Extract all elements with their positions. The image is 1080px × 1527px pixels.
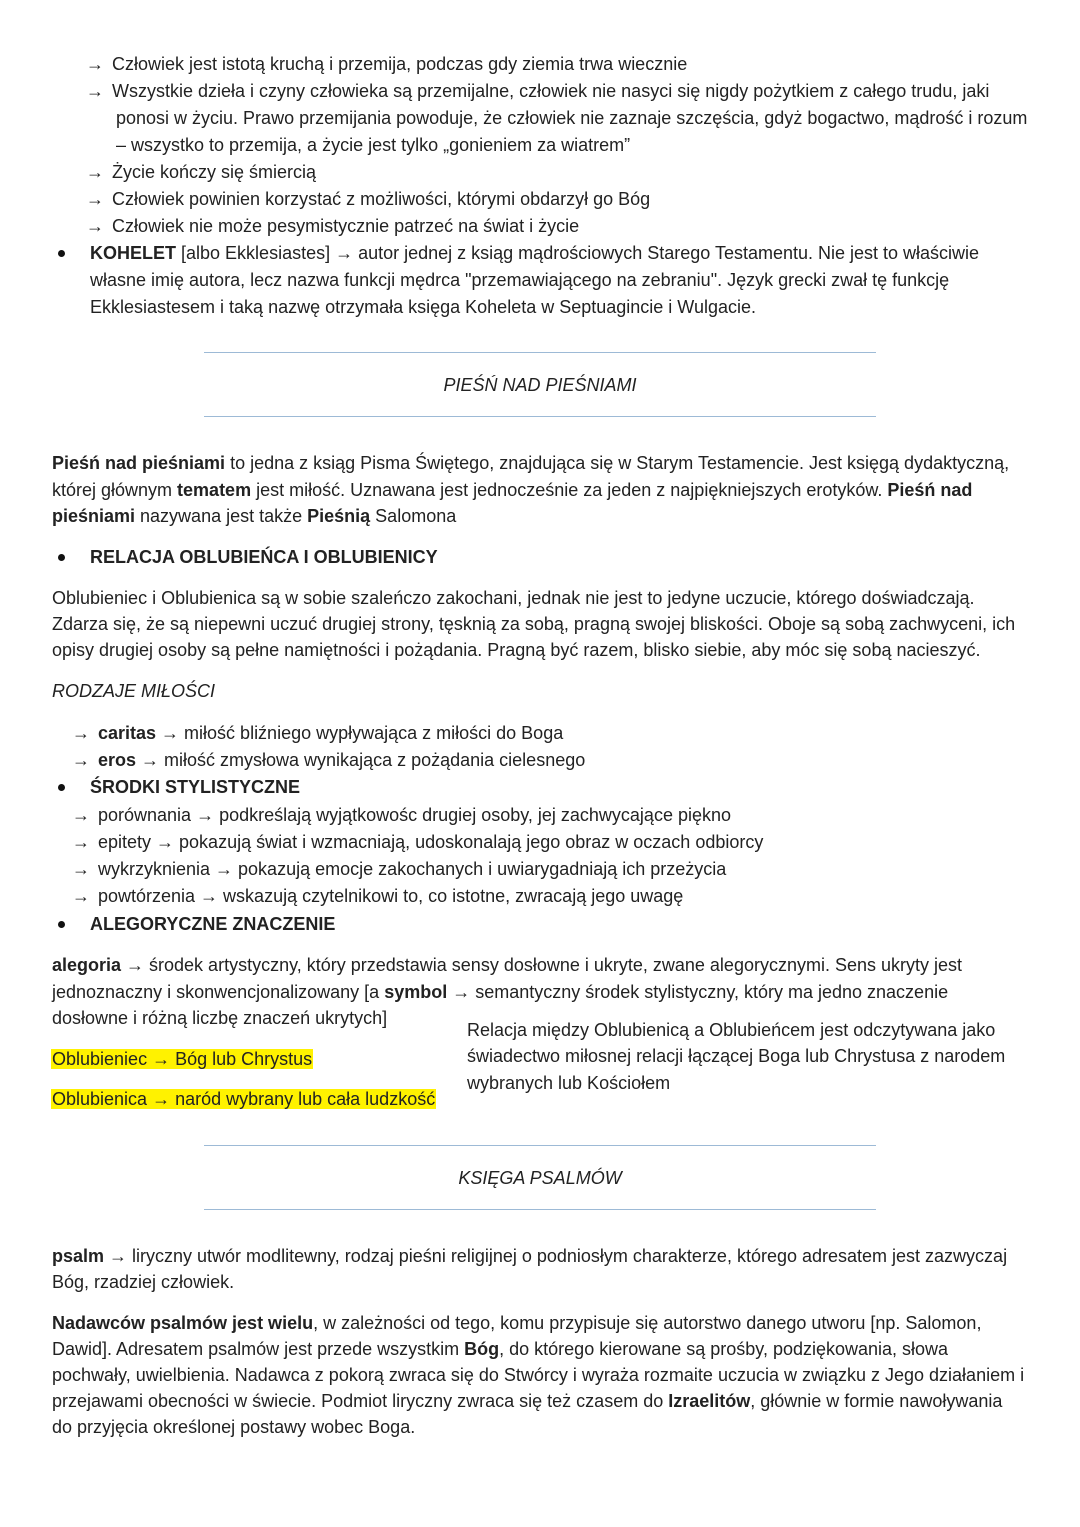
side-note-line	[467, 1043, 1005, 1070]
paragraph-line	[52, 585, 975, 612]
paragraph-line	[52, 1243, 1007, 1270]
list-item-text: Człowiek powinien korzystać z możliwości, którymi obdarzył go Bóg	[112, 189, 651, 209]
subheading-text: RELACJA OBLUBIEŃCA I OBLUBIENICY	[90, 547, 438, 567]
arrow-icon: →	[86, 216, 104, 236]
arrow-icon: →	[86, 81, 104, 101]
list-item-text: Życie kończy się śmiercią	[112, 162, 317, 182]
list-item-text: porównania → podkreślają wyjątkowośc drugiej osoby, jej zachwycające piękno	[98, 805, 731, 825]
highlight-line	[51, 1086, 436, 1113]
paragraph-line	[52, 1310, 981, 1337]
list-item	[72, 829, 763, 856]
list-item-text: Człowiek nie może pesymistycznie patrzeć na świat i życie	[112, 216, 580, 236]
term: pieśniami	[52, 506, 136, 526]
list-item	[86, 51, 687, 78]
paragraph-text: Dawid]. Adresatem psalmów jest przede wszystkim	[52, 1339, 465, 1359]
paragraph-line	[52, 477, 972, 504]
paragraph-line	[52, 450, 1009, 477]
paragraph-line	[52, 637, 981, 664]
list-item	[86, 159, 316, 186]
term: symbol	[384, 982, 448, 1002]
list-item-text: ponosi w życiu. Prawo przemijania powoduje, że człowiek nie zaznaje szczęścia, gdyż bogactwo, mądrość i rozum	[116, 108, 1028, 128]
definition-line	[90, 267, 949, 294]
paragraph-text: do przyjęcia określonej postawy wobec Boga.	[52, 1417, 416, 1437]
arrow-icon: →	[86, 162, 104, 182]
divider	[204, 1209, 876, 1210]
term: Nadawców psalmów jest wielu	[52, 1313, 314, 1333]
paragraph-text: dosłowne i różną liczbę znaczeń ukrytych]	[52, 1008, 388, 1028]
paragraph-text: Salomona	[370, 506, 457, 526]
paragraph-text: przejawami obecności w świecie. Podmiot liryczny zwraca się też czasem do	[52, 1391, 669, 1411]
term: caritas	[98, 723, 157, 743]
paragraph-text: to jedna z ksiąg Pisma Świętego, znajdująca się w Starym Testamencie. Jest księgą dydaktyczną,	[225, 453, 1010, 473]
paragraph-line	[52, 1336, 948, 1363]
paragraph-text: jednoznaczny i skonwencjonalizowany [a	[52, 982, 385, 1002]
list-item-continuation	[116, 105, 1027, 132]
term: KOHELET	[90, 243, 177, 263]
paragraph-text: → liryczny utwór modlitewny, rodzaj pieśni religijnej o podniosłym charakterze, którego adresatem jest zazwyczaj	[104, 1246, 1008, 1266]
term: eros	[98, 750, 137, 770]
bullet-icon	[58, 554, 65, 561]
highlighted-text: Oblubieniec → Bóg lub Chrystus	[52, 1049, 313, 1069]
subheading	[90, 911, 335, 938]
list-item-text: epitety → pokazują świat i wzmacniają, udoskonalają jego obraz w oczach odbiorcy	[98, 832, 764, 852]
paragraph-line	[52, 503, 456, 530]
arrow-icon: →	[72, 750, 90, 770]
list-item-text: powtórzenia → wskazują czytelnikowi to, co istotne, zwracają jego uwagę	[98, 886, 684, 906]
term: Bóg	[464, 1339, 500, 1359]
paragraph-text: opisy drugiej osoby są pełne namiętności i pożądania. Pragną być razem, blisko siebie, aby móc się sobą nacieszyć.	[52, 640, 981, 660]
paragraph-text: której głównym	[52, 480, 178, 500]
bullet-icon	[58, 784, 65, 791]
paragraph-line	[52, 952, 962, 979]
list-item	[86, 186, 650, 213]
arrow-icon: →	[72, 723, 90, 743]
term: alegoria	[52, 955, 122, 975]
list-item-text: Człowiek jest istotą kruchą i przemija, podczas gdy ziemia trwa wiecznie	[112, 54, 688, 74]
paragraph-text: → semantyczny środek stylistyczny, który ma jedno znaczenie	[447, 982, 949, 1002]
definition-line	[90, 240, 979, 267]
side-note-line	[467, 1017, 995, 1044]
paragraph-text: nazywana jest także	[135, 506, 308, 526]
term: Pieśnią	[307, 506, 371, 526]
arrow-icon: →	[72, 886, 90, 906]
highlighted-text: Oblubienica → naród wybrany lub cała ludzkość	[52, 1089, 436, 1109]
definition-text: [albo Ekklesiastes] → autor jednej z ksiąg mądrościowych Starego Testamentu. Nie jest to właściwie	[176, 243, 980, 263]
paragraph-line	[52, 611, 1015, 638]
paragraph-text: , do którego kierowane są prośby, podziękowania, słowa	[499, 1339, 949, 1359]
bullet-icon	[58, 921, 65, 928]
arrow-icon: →	[86, 189, 104, 209]
subheading-text: ALEGORYCZNE ZNACZENIE	[90, 914, 336, 934]
paragraph-text: pochwały, uwielbienia. Nadawca z pokorą zwraca się do Stwórcy i wyraża rozmaite uczucia w związku z Jego działaniem i	[52, 1365, 1025, 1385]
paragraph-text: Zdarza się, że są niepewni uczuć drugiej strony, tęsknią za sobą, pragną swojej bliskości. Oboje są sobą zachwyceni, ich	[52, 614, 1016, 634]
list-item-text: → miłość zmysłowa wynikająca z pożądania cielesnego	[136, 750, 586, 770]
paragraph-text: Oblubieniec i Oblubienica są w sobie szaleńczo zakochani, jednak nie jest to jedyne uczucie, którego doświadczają.	[52, 588, 975, 608]
paragraph-line	[52, 1388, 1002, 1415]
list-item-text: wykrzyknienia → pokazują emocje zakochanych i uwiarygadniają ich przeżycia	[98, 859, 727, 879]
divider	[204, 416, 876, 417]
term: Izraelitów	[668, 1391, 751, 1411]
definition-line	[90, 294, 756, 321]
highlight-line	[51, 1046, 313, 1073]
subheading-text: ŚRODKI STYLISTYCZNE	[90, 777, 301, 797]
term: psalm	[52, 1246, 105, 1266]
side-note-line	[467, 1070, 670, 1097]
paragraph-line	[52, 1414, 415, 1441]
arrow-icon: →	[72, 832, 90, 852]
paragraph-text: jest miłość. Uznawana jest jednocześnie za jeden z najpiękniejszych erotyków.	[251, 480, 888, 500]
list-item-continuation	[116, 132, 630, 159]
list-item	[86, 213, 579, 240]
list-item	[72, 720, 563, 747]
subheading	[90, 544, 438, 571]
paragraph-line	[52, 1005, 387, 1032]
side-note-text: świadectwo miłosnej relacji łączącej Boga lub Chrystusa z narodem	[467, 1046, 1006, 1066]
paragraph-text: Bóg, rzadziej człowiek.	[52, 1272, 235, 1292]
divider	[204, 1145, 876, 1146]
divider	[204, 352, 876, 353]
paragraph-text: , głównie w formie nawoływania	[750, 1391, 1003, 1411]
list-item-text: Wszystkie dzieła i czyny człowieka są przemijalne, człowiek nie nasyci się nigdy pożytkiem z całego trudu, jaki	[112, 81, 990, 101]
arrow-icon: →	[72, 859, 90, 879]
paragraph-line	[52, 1362, 1024, 1389]
list-item	[72, 747, 585, 774]
section-title: KSIĘGA PSALMÓW	[458, 1168, 622, 1188]
paragraph-text: , w zależności od tego, komu przypisuje się autorstwo danego utworu [np. Salomon,	[313, 1313, 982, 1333]
list-item-text: → miłość bliźniego wypływająca z miłości do Boga	[156, 723, 564, 743]
side-note-text: wybranych lub Kościołem	[467, 1073, 671, 1093]
list-item-text: – wszystko to przemija, a życie jest tylko „gonieniem za wiatrem”	[116, 135, 631, 155]
term: Pieśń nad	[887, 480, 973, 500]
subheading	[90, 774, 300, 801]
arrow-icon: →	[72, 805, 90, 825]
paragraph-line	[52, 979, 948, 1006]
side-note-text: Relacja między Oblubienicą a Oblubieńcem jest odczytywana jako	[467, 1020, 996, 1040]
paragraph-line	[52, 1269, 234, 1296]
list-item	[72, 802, 731, 829]
definition-text: własne imię autora, lecz nazwa funkcji mędrca "przemawiającego na zebraniu". Język grecki zwał tę funkcję	[90, 270, 950, 290]
bullet-icon	[58, 250, 65, 257]
list-item	[72, 856, 726, 883]
term: Pieśń nad pieśniami	[52, 453, 226, 473]
list-item	[86, 78, 989, 105]
list-item	[72, 883, 683, 910]
paragraph-text: → środek artystyczny, który przedstawia sensy dosłowne i ukryte, zwane alegorycznymi. Sens ukryty jest	[121, 955, 963, 975]
term: tematem	[177, 480, 252, 500]
subheading-italic: RODZAJE MIŁOŚCI	[52, 681, 216, 701]
definition-text: Ekklesiastesem i taką nazwę otrzymała księga Koheleta w Septuagincie i Wulgacie.	[90, 297, 756, 317]
section-title: PIEŚŃ NAD PIEŚNIAMI	[443, 375, 637, 395]
arrow-icon: →	[86, 54, 104, 74]
